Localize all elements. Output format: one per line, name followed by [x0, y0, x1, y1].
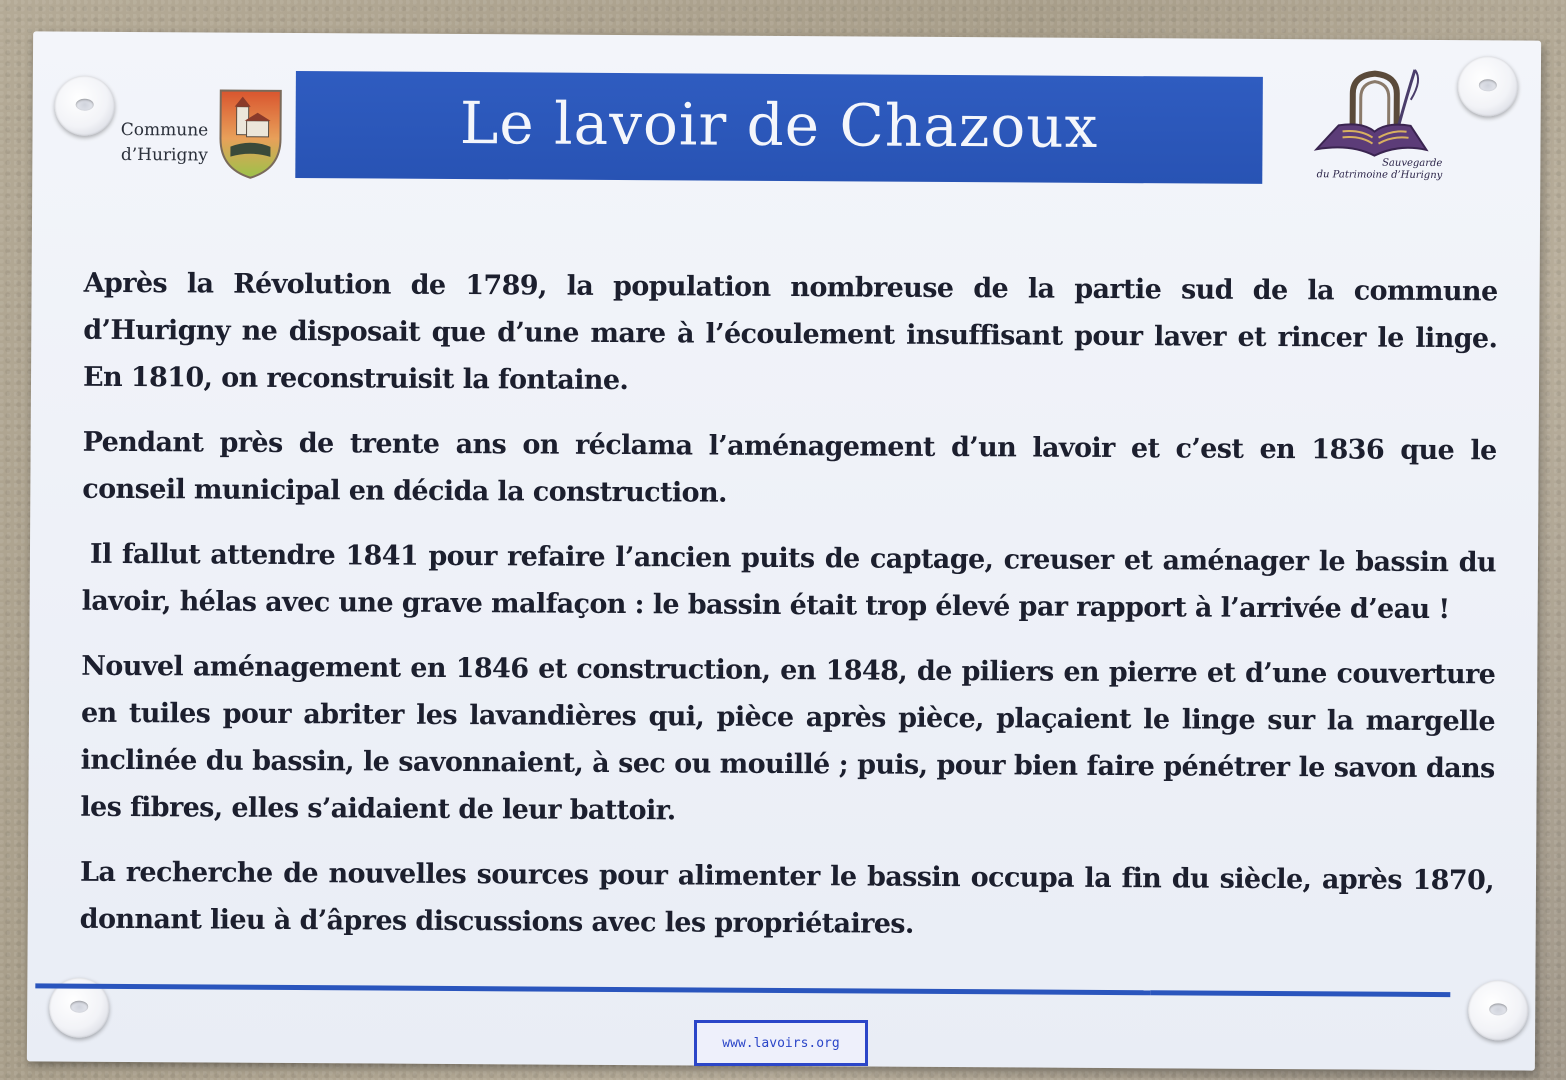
information-plaque: [27, 31, 1541, 1070]
footer-divider: [35, 983, 1150, 995]
commune-name: Commune d’Hurigny: [120, 119, 209, 166]
screw-cap-icon: [55, 76, 115, 136]
title-banner: [295, 71, 1263, 184]
screw-cap-icon: [1468, 980, 1528, 1040]
paragraph: Il fallut attendre 1841 pour refaire l’ancien puits de captage, creuser et aménager le bassin du lavoir, hélas avec une grave malfaçon : le bassin était trop élevé par rapport à l’arrivée d’eau !: [81, 538, 1497, 626]
history-text: [79, 260, 1497, 970]
association-logo: [1302, 65, 1443, 190]
association-name: Sauvegarde du Patrimoine d’Hurigny: [1316, 157, 1443, 182]
paragraph: Après la Révolution de 1789, la population nombreuse de la partie sud de la commune d’Hurigny ne disposait que d’une mare à l’écoulement insuffisant pour laver et rincer le linge. En 1810, on reconstruisit la fontaine.: [82, 267, 1498, 397]
commune-logo: [114, 84, 287, 181]
heritage-book-icon: [1302, 65, 1443, 166]
coat-of-arms-icon: [216, 85, 285, 181]
paragraph: La recherche de nouvelles sources pour alimenter le bassin occupa la fin du siècle, après 1870, donnant lieu à d’âpres discussions avec les propriétaires.: [79, 856, 1495, 940]
page-title: Le lavoir de Chazoux: [459, 88, 1099, 161]
paragraph: Pendant près de trente ans on réclama l’aménagement d’un lavoir et c’est en 1836 que le conseil municipal en décida la construction.: [82, 426, 1497, 509]
watermark-link[interactable]: www.lavoirs.org: [694, 1020, 868, 1066]
paragraph: Nouvel aménagement en 1846 et construction, en 1848, de piliers en pierre et d’une couverture en tuiles pour abriter les lavandières qui, pièce après pièce, plaçaient le linge sur la margelle inclinée du bassin, le savonnaient, à sec ou mouillé ; puis, pour bien faire pénétrer le savon dans les fibres, elles s’aidaient de leur battoir.: [80, 650, 1496, 827]
footer-divider: [1150, 990, 1450, 997]
screw-cap-icon: [1458, 56, 1518, 116]
